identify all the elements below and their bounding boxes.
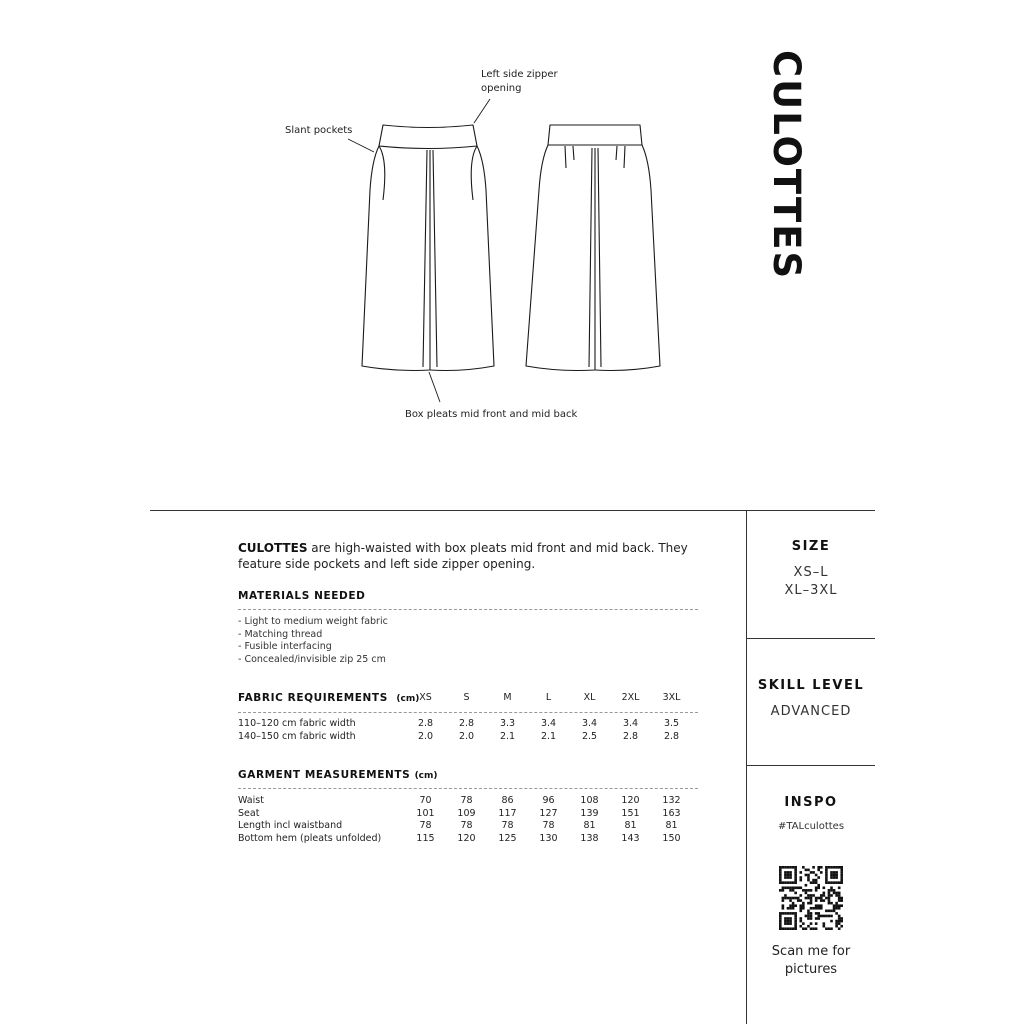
table-cell: 130 <box>539 832 558 844</box>
table-cell: 2.8 <box>417 718 434 729</box>
materials-heading: MATERIALS NEEDED <box>238 590 366 602</box>
row-label: Length incl waistband <box>238 820 343 831</box>
size-col-header: XS <box>419 692 432 703</box>
scan-text-line2: pictures <box>784 962 838 977</box>
table-row <box>238 833 692 846</box>
table-cell: 115 <box>416 832 435 844</box>
inspo-heading: INSPO <box>784 795 838 810</box>
table-cell: 150 <box>662 832 681 844</box>
size-col-header: 2XL <box>621 692 640 703</box>
garment-rule <box>238 788 698 789</box>
table-cell: 125 <box>498 832 517 844</box>
table-cell: 132 <box>662 795 681 806</box>
pleats-callout: Box pleats mid front and mid back <box>405 409 578 420</box>
size-values <box>747 564 875 600</box>
table-cell: 78 <box>419 820 432 831</box>
table-cell: 138 <box>580 832 599 844</box>
table-cell: 143 <box>621 832 640 844</box>
garment-heading <box>238 769 438 781</box>
materials-item: - Light to medium weight fabric <box>238 616 388 627</box>
table-cell: 81 <box>624 820 637 831</box>
table-cell: 78 <box>460 820 473 831</box>
table-cell: 81 <box>583 820 596 831</box>
materials-item: - Matching thread <box>238 628 323 640</box>
table-cell: 78 <box>460 795 473 806</box>
skill-value: ADVANCED <box>770 704 852 719</box>
intro-name: CULOTTES <box>238 541 308 555</box>
fabric-heading <box>238 692 419 704</box>
size-value: XL–3XL <box>784 583 838 598</box>
table-cell: 2.8 <box>458 718 475 729</box>
scan-text-line1: Scan me for <box>771 944 851 959</box>
table-cell: 2.0 <box>417 730 434 742</box>
front-view-drawing <box>362 125 494 371</box>
fabric-size-header <box>405 692 692 705</box>
size-col-header: XL <box>583 692 596 703</box>
size-col-header: L <box>545 692 552 703</box>
size-heading: SIZE <box>791 539 831 554</box>
table-cell: 3.5 <box>663 718 680 729</box>
zipper-callout <box>481 68 558 96</box>
table-cell: 163 <box>662 807 681 819</box>
table-cell: 81 <box>665 820 678 831</box>
zipper-callout-line2: opening <box>481 83 522 94</box>
garment-heading-text: GARMENT MEASUREMENTS <box>238 769 411 781</box>
table-row <box>238 808 692 821</box>
fabric-table <box>238 718 692 743</box>
table-cell: 2.0 <box>458 730 475 742</box>
zipper-callout-line1: Left side zipper <box>481 69 558 80</box>
table-cell: 2.8 <box>622 730 639 742</box>
skill-heading: SKILL LEVEL <box>757 678 865 693</box>
skill-divider <box>746 765 875 766</box>
table-cell: 120 <box>621 795 640 806</box>
table-cell: 151 <box>621 807 640 819</box>
pattern-title-text: CULOTTES <box>765 50 808 281</box>
fabric-heading-text: FABRIC REQUIREMENTS <box>238 692 388 704</box>
table-cell: 2.1 <box>499 730 516 742</box>
hashtag: #TALculottes <box>777 821 845 832</box>
fabric-rule <box>238 712 698 713</box>
table-cell: 2.1 <box>540 730 557 742</box>
table-cell: 78 <box>542 820 555 831</box>
size-col-header: S <box>463 692 470 703</box>
fabric-unit: (cm) <box>396 694 420 704</box>
table-cell: 96 <box>542 795 555 806</box>
table-cell: 3.4 <box>540 718 557 729</box>
table-cell: 70 <box>419 795 432 806</box>
table-cell: 2.8 <box>663 730 680 742</box>
qr-code-icon[interactable] <box>779 866 843 930</box>
row-label: 110–120 cm fabric width <box>238 718 356 729</box>
materials-item: - Fusible interfacing <box>238 641 332 652</box>
materials-item: - Concealed/invisible zip 25 cm <box>238 653 386 665</box>
garment-unit: (cm) <box>414 771 438 781</box>
table-row <box>238 731 692 744</box>
scan-text <box>747 943 875 979</box>
pockets-callout: Slant pockets <box>285 125 353 136</box>
garment-table <box>238 795 692 845</box>
table-row <box>238 795 692 808</box>
table-cell: 86 <box>501 795 514 806</box>
size-col-header: 3XL <box>662 692 681 703</box>
materials-list <box>238 616 388 666</box>
size-col-header: M <box>503 692 512 703</box>
section-divider <box>150 510 875 511</box>
row-label: Waist <box>238 795 264 806</box>
table-cell: 108 <box>580 795 599 806</box>
table-cell: 3.4 <box>622 718 639 729</box>
intro-text: are high-waisted with box pleats mid front and mid back. They feature side pockets and left side zipper opening. <box>238 541 688 571</box>
row-label: 140–150 cm fabric width <box>238 730 356 742</box>
row-label: Seat <box>238 807 260 819</box>
table-cell: 127 <box>539 807 558 819</box>
size-divider <box>746 638 875 639</box>
table-cell: 101 <box>416 807 435 819</box>
table-row <box>238 820 692 833</box>
size-value: XS–L <box>793 565 829 580</box>
materials-rule <box>238 609 698 610</box>
back-view-drawing <box>526 125 660 371</box>
table-cell: 78 <box>501 820 514 831</box>
table-cell: 3.4 <box>581 718 598 729</box>
table-cell: 109 <box>457 807 476 819</box>
table-row <box>238 718 692 731</box>
row-label: Bottom hem (pleats unfolded) <box>238 832 382 844</box>
intro-paragraph <box>238 540 728 572</box>
table-cell: 3.3 <box>499 718 516 729</box>
table-cell: 117 <box>498 807 517 819</box>
table-cell: 139 <box>580 807 599 819</box>
table-cell: 2.5 <box>581 730 598 742</box>
table-cell: 120 <box>457 832 476 844</box>
